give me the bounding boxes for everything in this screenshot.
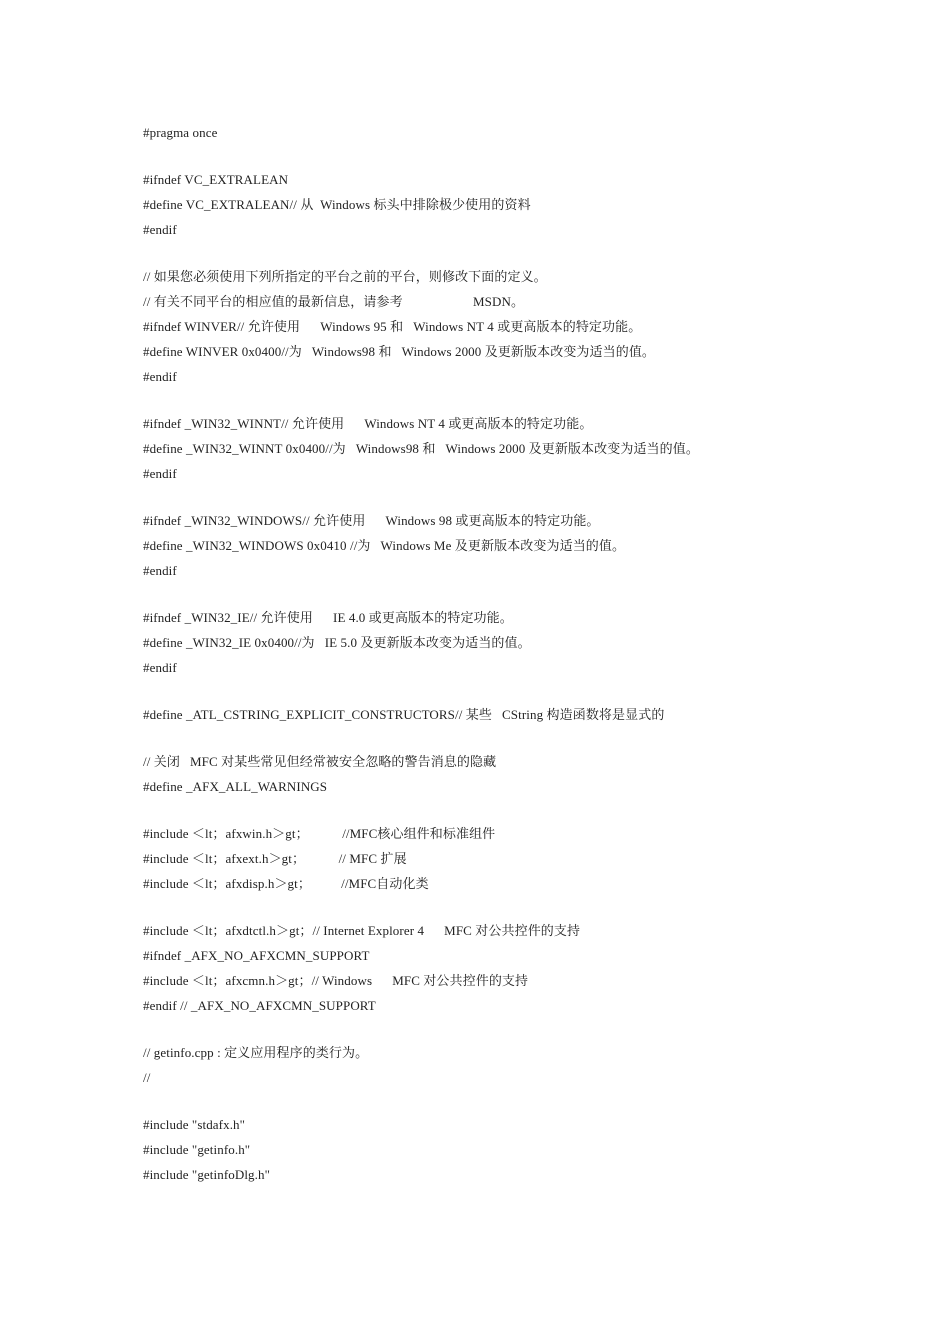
code-line: // 关闭 MFC 对某些常见但经常被安全忽略的警告消息的隐藏	[143, 754, 497, 769]
code-line: #include ＜lt；afxdtctl.h＞gt；// Internet Explorer 4 MFC 对公共控件的支持	[143, 923, 581, 938]
code-line: #ifndef _WIN32_WINNT// 允许使用 Windows NT 4 或更高版本的特定功能。	[143, 416, 593, 431]
code-group-win32-ie	[143, 605, 843, 680]
code-group-getinfo-comment	[143, 1040, 843, 1090]
code-line: // 有关不同平台的相应值的最新信息，请参考 MSDN。	[143, 294, 525, 309]
code-line: #endif	[143, 369, 177, 384]
code-line: #endif	[143, 563, 177, 578]
code-line: #ifndef WINVER// 允许使用 Windows 95 和 Windows NT 4 或更高版本的特定功能。	[143, 319, 642, 334]
blank-line	[143, 896, 843, 918]
code-line: // getinfo.cpp : 定义应用程序的类行为。	[143, 1045, 369, 1060]
source-code-listing	[143, 120, 843, 1187]
code-line: #include ＜lt；afxdisp.h＞gt； //MFC自动化类	[143, 876, 429, 891]
code-line: #include ＜lt；afxext.h＞gt； // MFC 扩展	[143, 851, 407, 866]
code-line: #endif	[143, 660, 177, 675]
code-line: #ifndef VC_EXTRALEAN	[143, 172, 289, 187]
code-line: #define _WIN32_WINNT 0x0400//为 Windows98 和 Windows 2000 及更新版本改变为适当的值。	[143, 441, 699, 456]
code-line: #include ＜lt；afxwin.h＞gt； //MFC核心组件和标准组件	[143, 826, 496, 841]
code-group-local-includes	[143, 1112, 843, 1187]
code-line: #define _WIN32_WINDOWS 0x0410 //为 Windows Me 及更新版本改变为适当的值。	[143, 538, 626, 553]
code-line: #define _AFX_ALL_WARNINGS	[143, 779, 328, 794]
code-line: #endif	[143, 222, 177, 237]
code-group-afx-warnings	[143, 749, 843, 799]
code-line: #include "stdafx.h"	[143, 1117, 246, 1132]
code-group-pragma	[143, 120, 843, 145]
code-line: #define _WIN32_IE 0x0400//为 IE 5.0 及更新版本改变为适当的值。	[143, 635, 531, 650]
code-line: #include "getinfo.h"	[143, 1142, 251, 1157]
code-group-winver	[143, 264, 843, 389]
code-line: #define _ATL_CSTRING_EXPLICIT_CONSTRUCTORS// 某些 CString 构造函数将是显式的	[143, 707, 665, 722]
code-line: #define VC_EXTRALEAN// 从 Windows 标头中排除极少使用的资料	[143, 197, 531, 212]
code-line: #pragma once	[143, 125, 218, 140]
blank-line	[143, 583, 843, 605]
blank-line	[143, 1018, 843, 1040]
code-group-extralean	[143, 167, 843, 242]
blank-line	[143, 799, 843, 821]
code-group-mfc-includes	[143, 821, 843, 896]
blank-line	[143, 1090, 843, 1112]
code-group-win32-windows	[143, 508, 843, 583]
code-line: // 如果您必须使用下列所指定的平台之前的平台，则修改下面的定义。	[143, 269, 547, 284]
blank-line	[143, 242, 843, 264]
blank-line	[143, 486, 843, 508]
code-group-cstring	[143, 702, 843, 727]
code-line: #ifndef _WIN32_WINDOWS// 允许使用 Windows 98 或更高版本的特定功能。	[143, 513, 600, 528]
code-line: //	[143, 1070, 151, 1085]
code-line: #endif // _AFX_NO_AFXCMN_SUPPORT	[143, 998, 376, 1013]
blank-line	[143, 145, 843, 167]
code-group-win32-winnt	[143, 411, 843, 486]
code-line: #ifndef _AFX_NO_AFXCMN_SUPPORT	[143, 948, 370, 963]
code-line: #ifndef _WIN32_IE// 允许使用 IE 4.0 或更高版本的特定功能。	[143, 610, 513, 625]
code-line: #define WINVER 0x0400//为 Windows98 和 Windows 2000 及更新版本改变为适当的值。	[143, 344, 656, 359]
code-group-common-controls	[143, 918, 843, 1018]
blank-line	[143, 680, 843, 702]
code-line: #include "getinfoDlg.h"	[143, 1167, 270, 1182]
blank-line	[143, 389, 843, 411]
code-line: #endif	[143, 466, 177, 481]
code-line: #include ＜lt；afxcmn.h＞gt；// Windows MFC 对公共控件的支持	[143, 973, 529, 988]
blank-line	[143, 727, 843, 749]
